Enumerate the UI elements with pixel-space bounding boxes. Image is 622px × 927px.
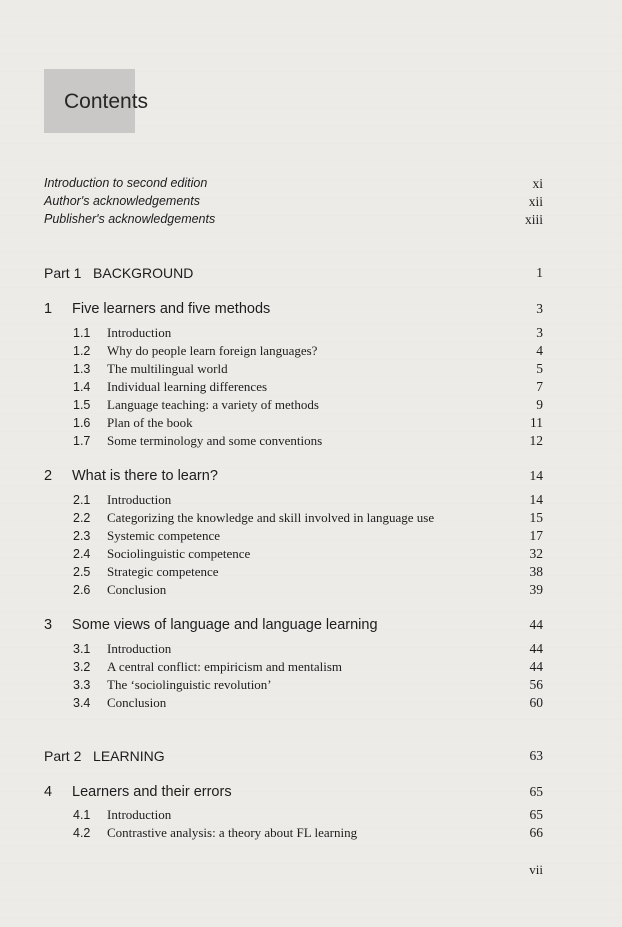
section-page: 12 bbox=[529, 433, 543, 448]
section-page: 5 bbox=[536, 361, 543, 376]
part-label: Part 1 bbox=[44, 265, 82, 281]
part-title: LEARNING bbox=[93, 748, 165, 764]
chapter-number: 4 bbox=[44, 784, 53, 800]
part-heading bbox=[44, 748, 165, 764]
section-row: 3.1 Introduction bbox=[73, 641, 172, 656]
section-row: 3.2 A central conflict: empiricism and mentalism bbox=[73, 659, 343, 674]
section-page: 39 bbox=[529, 582, 543, 597]
chapter-page: 14 bbox=[529, 468, 543, 483]
section-page: 60 bbox=[529, 695, 543, 710]
chapter-page: 65 bbox=[529, 784, 543, 799]
section-page: 66 bbox=[529, 825, 543, 840]
section-page: 38 bbox=[529, 564, 543, 579]
section-page: 14 bbox=[529, 492, 543, 507]
prelim-page: xi bbox=[532, 176, 543, 191]
chapter-number: 3 bbox=[44, 617, 53, 633]
page-number: vii bbox=[529, 862, 543, 877]
section-row: 1.7 Some terminology and some conventions bbox=[73, 433, 323, 448]
section-row: 2.6 Conclusion bbox=[73, 582, 167, 597]
chapter-title: Some views of language and language learning bbox=[72, 617, 378, 633]
chapter-heading bbox=[44, 617, 378, 633]
section-row: 2.1 Introduction bbox=[73, 492, 172, 507]
prelim-item: Author's acknowledgements bbox=[44, 194, 200, 208]
section-row: 1.6 Plan of the book bbox=[73, 415, 193, 430]
section-page: 7 bbox=[536, 379, 543, 394]
section-page: 44 bbox=[529, 641, 543, 656]
section-row: 3.4 Conclusion bbox=[73, 695, 167, 710]
page-title: Contents bbox=[64, 90, 149, 113]
section-page: 65 bbox=[529, 807, 543, 822]
section-row: 2.4 Sociolinguistic competence bbox=[73, 546, 251, 561]
chapter-title: Learners and their errors bbox=[72, 784, 232, 800]
section-page: 3 bbox=[536, 325, 543, 340]
section-row: 4.2 Contrastive analysis: a theory about FL learning bbox=[73, 825, 358, 840]
section-page: 9 bbox=[536, 397, 543, 412]
section-page: 15 bbox=[529, 510, 543, 525]
chapter-page: 44 bbox=[529, 617, 543, 632]
part-heading bbox=[44, 265, 193, 281]
section-page: 44 bbox=[529, 659, 543, 674]
section-row: 4.1 Introduction bbox=[73, 807, 172, 822]
section-row: 2.2 Categorizing the knowledge and skill involved in language use bbox=[73, 510, 435, 525]
section-row: 1.1 Introduction bbox=[73, 325, 172, 340]
section-row: 2.3 Systemic competence bbox=[73, 528, 220, 543]
section-row: 1.3 The multilingual world bbox=[73, 361, 228, 376]
chapter-title: Five learners and five methods bbox=[72, 301, 271, 317]
part-label: Part 2 bbox=[44, 748, 82, 764]
part-page: 1 bbox=[536, 265, 543, 280]
section-row: 1.2 Why do people learn foreign languages? bbox=[73, 343, 318, 358]
section-row: 1.5 Language teaching: a variety of methods bbox=[73, 397, 319, 412]
section-row: 3.3 The ‘sociolinguistic revolution’ bbox=[73, 677, 272, 692]
chapter-page: 3 bbox=[536, 301, 543, 316]
chapter-number: 2 bbox=[44, 468, 53, 484]
section-page: 32 bbox=[529, 546, 543, 561]
section-page: 56 bbox=[529, 677, 543, 692]
section-page: 4 bbox=[536, 343, 543, 358]
prelim-item: Introduction to second edition bbox=[44, 176, 208, 190]
section-row: 1.4 Individual learning differences bbox=[73, 379, 268, 394]
prelim-item: Publisher's acknowledgements bbox=[44, 212, 216, 226]
chapter-title: What is there to learn? bbox=[72, 468, 218, 484]
chapter-number: 1 bbox=[44, 301, 53, 317]
part-page: 63 bbox=[529, 748, 543, 763]
section-page: 17 bbox=[529, 528, 543, 543]
part-title: BACKGROUND bbox=[93, 265, 194, 281]
prelim-page: xii bbox=[528, 194, 543, 209]
chapter-heading bbox=[44, 468, 218, 484]
section-page: 11 bbox=[530, 415, 543, 430]
chapter-heading bbox=[44, 301, 270, 317]
chapter-heading bbox=[44, 784, 232, 800]
section-row: 2.5 Strategic competence bbox=[73, 564, 219, 579]
prelim-page: xiii bbox=[524, 212, 543, 227]
